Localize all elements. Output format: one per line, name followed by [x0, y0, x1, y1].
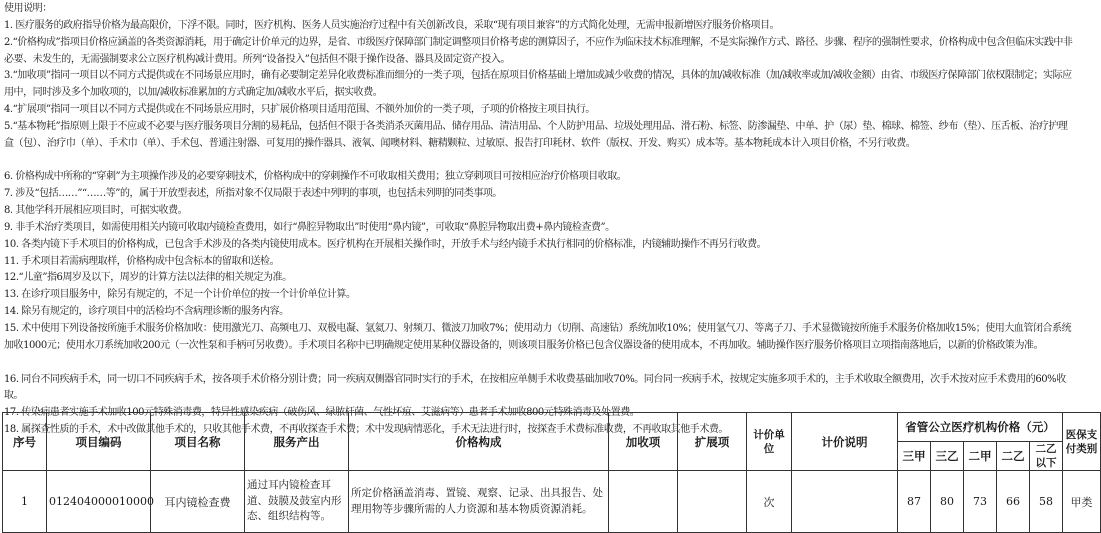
header-extension: 扩展项 [678, 413, 747, 471]
row-remark [792, 471, 898, 533]
note-line: 13. 在诊疗项目服务中，除另有规定的，不足一个计价单位的按一个计价单位计算。 [4, 289, 356, 301]
header-output: 服务产出 [245, 413, 349, 471]
note-line: 12.“儿童”指6周岁及以下，周岁的计算方法以法律的相关规定为准。 [4, 272, 292, 284]
note-line: 17. 传染病患者实施手术加收100元特殊消毒费，特异性感染疾病（破伤风、绿脓杆菌、气性坏疽、艾滋病等）患者手术加收800元特殊消毒及处置费。 [4, 407, 640, 419]
price-table [2, 412, 1101, 533]
row-unit: 次 [747, 471, 792, 533]
table-row [3, 471, 1101, 533]
header-grade-sanyi: 三乙 [931, 442, 964, 471]
note-line: 2.“价格构成”指项目价格应涵盖的各类资源消耗，用于确定计价单元的边界，是省、市级医疗保障部门制定调整项目价格考虑的测算因子，不应作为临床技术标准理解，不是实际操作方式、路径、步骤、程序的强制性要求，价格构成中包含但临床实践中非必要、未发生的，无需强制要求公立医疗机构减计费用。所列“设备投入”包括但不限于操作设备、器具及固定资产投入。 [4, 36, 1073, 65]
note-line: 5.“基本物耗”指原则上限于不应或不必要与医疗服务项目分割的易耗品，包括但不限于各类消杀灭菌用品、储存用品、清洁用品、个人防护用品、垃圾处理用品、滑石粉、标签、防渗漏垫、中单、护（尿）垫、棉球、棉签、纱布（垫）、压舌板、治疗护理盒（包）、治疗巾（单）、手术巾（单）、手术包、普通注射器、可复用的操作器具、液氧、闻噢材料、糖精颗粒、过敏原、报告打印耗材、软件（版权、开发、购买）成本等。基本物耗成本计入项目价格，不另行收费。 [4, 120, 1068, 149]
row-extension [678, 471, 747, 533]
note-line: 6. 价格构成中所称的“穿刺”为主项操作涉及的必要穿刺技术，价格构成中的穿刺操作不可收取相关费用；独立穿刺项目可按相应治疗价格项目收取。 [4, 171, 627, 183]
note-line: 9. 非手术治疗类项目，如需使用相关内镜可收取内镜检查费用，如行“鼻腔异物取出”时使用“鼻内镜”，可收取“鼻腔异物取出费+鼻内镜检查费”。 [4, 221, 615, 233]
note-line: 15. 术中使用下列设备按所施手术服务价格加收：使用激光刀、高频电刀、双极电凝、氩氦刀、射频刀、微波刀加收7%；使用动力（切削、高速钻）系统加收10%；使用氩气刀、等离子刀、手术显微镜按所施手术服务价格加收15%；使用大血管闭合系统加收1000元；使用水刀系统加收200元（一次性泵和手柄可另收费）。手术项目名称中已明确规定使用某种仪器设备的，则该项目服务价格已包含仪器设备的使用成本，不再加收。辅助操作医疗服务价格项目立项指南落地后，以新的价格政策为准。 [4, 323, 1072, 351]
row-price-eryi: 66 [997, 471, 1030, 533]
usage-notes [4, 1, 1076, 439]
header-unit: 计价单位 [747, 413, 792, 471]
header-seq: 序号 [3, 413, 47, 471]
header-code: 项目编码 [47, 413, 151, 471]
note-line: 4.“扩展项”指同一项目以不同方式提供或在不同场景应用时，只扩展价格项目适用范围、不额外加价的一类子项，子项的价格按主项目执行。 [4, 104, 595, 116]
header-name: 项目名称 [151, 413, 245, 471]
header-composition: 价格构成 [349, 413, 609, 471]
header-addon: 加收项 [609, 413, 678, 471]
row-price-erjia: 73 [964, 471, 997, 533]
row-composition: 所定价格涵盖消毒、置镜、观察、记录、出具报告、处理用物等步骤所需的人力资源和基本物质资源消耗。 [349, 471, 609, 533]
row-addon [609, 471, 678, 533]
header-insurance: 医保支付类别 [1063, 413, 1101, 471]
row-insurance: 甲类 [1063, 471, 1101, 533]
note-line: 8. 其他学科开展相应项目时，可据实收费。 [4, 205, 188, 217]
header-grade-sanjia: 三甲 [898, 442, 931, 471]
row-code: 012404000010000 [47, 471, 151, 533]
header-grade-erjia: 二甲 [964, 442, 997, 471]
note-line: 3.“加收项”指同一项目以不同方式提供或在不同场景应用时，确有必要制定差异化收费标准而细分的一类子项，包括在原项目价格基础上增加或减少收费的情况，具体的加/减收标准（加/减收率或加/减收金额）由省、市级医疗保障部门依权限制定；实际应用中，同时涉及多个加收项的，以加/减收标准累加的方式确定加/减收水平后，据实收费。 [4, 70, 1072, 99]
note-line: 14. 除另有规定的，诊疗项目中的活检均不含病理诊断的服务内容。 [4, 306, 289, 318]
note-line: 18. 属探查性质的手术，术中改做其他手术的，只收其他手术费，不再收探查手术费；术中发现病情恶化，手术无法进行时，按探查手术费标准收费，不再收取其他手术费。 [4, 424, 728, 436]
note-line: 11. 手术项目若需病理取样，价格构成中包含标本的留取和送检。 [4, 255, 280, 267]
row-name: 耳内镜检查费 [151, 471, 245, 533]
header-price-group: 省管公立医疗机构价格（元） [898, 413, 1063, 442]
row-seq: 1 [3, 471, 47, 533]
note-line: 1. 医疗服务的政府指导价格为最高限价，下浮不限。同时，医疗机构、医务人员实施治疗过程中有关创新改良，采取“现有项目兼容”的方式简化处理，无需申报新增医疗服务价格项目。 [4, 19, 780, 31]
row-price-eryi-below: 58 [1030, 471, 1063, 533]
note-line: 7. 涉及“包括……”“……等”的，属于开放型表述，所指对象不仅局限于表述中列明的事项，也包括未列明的同类事项。 [4, 188, 502, 200]
header-grade-eryi: 二乙 [997, 442, 1030, 471]
header-remark: 计价说明 [792, 413, 898, 471]
note-line: 10. 各类内镜下手术项目的价格构成，已包含手术涉及的各类内镜使用成本。医疗机构在开展相关操作时，开放手术与经内镜手术执行相同的价格标准，内镜辅助操作不再另行收费。 [4, 238, 767, 250]
row-price-sanjia: 87 [898, 471, 931, 533]
note-line: 16. 同台不同疾病手术，同一切口不同疾病手术，按各项手术价格分别计费；同一疾病双侧器官同时实行的手术，在按相应单侧手术收费基础加收70%。同台同一疾病手术，按规定实施多项手术的，主手术收取全额费用，次手术按对应手术费用的60%收取。 [4, 373, 1066, 402]
row-price-sanyi: 80 [931, 471, 964, 533]
row-output: 通过耳内镜检查耳道、鼓膜及鼓室内形态、组织结构等。 [245, 471, 349, 533]
header-grade-eryi-below: 二乙以下 [1030, 442, 1063, 471]
notes-title: 使用说明： [4, 3, 52, 14]
